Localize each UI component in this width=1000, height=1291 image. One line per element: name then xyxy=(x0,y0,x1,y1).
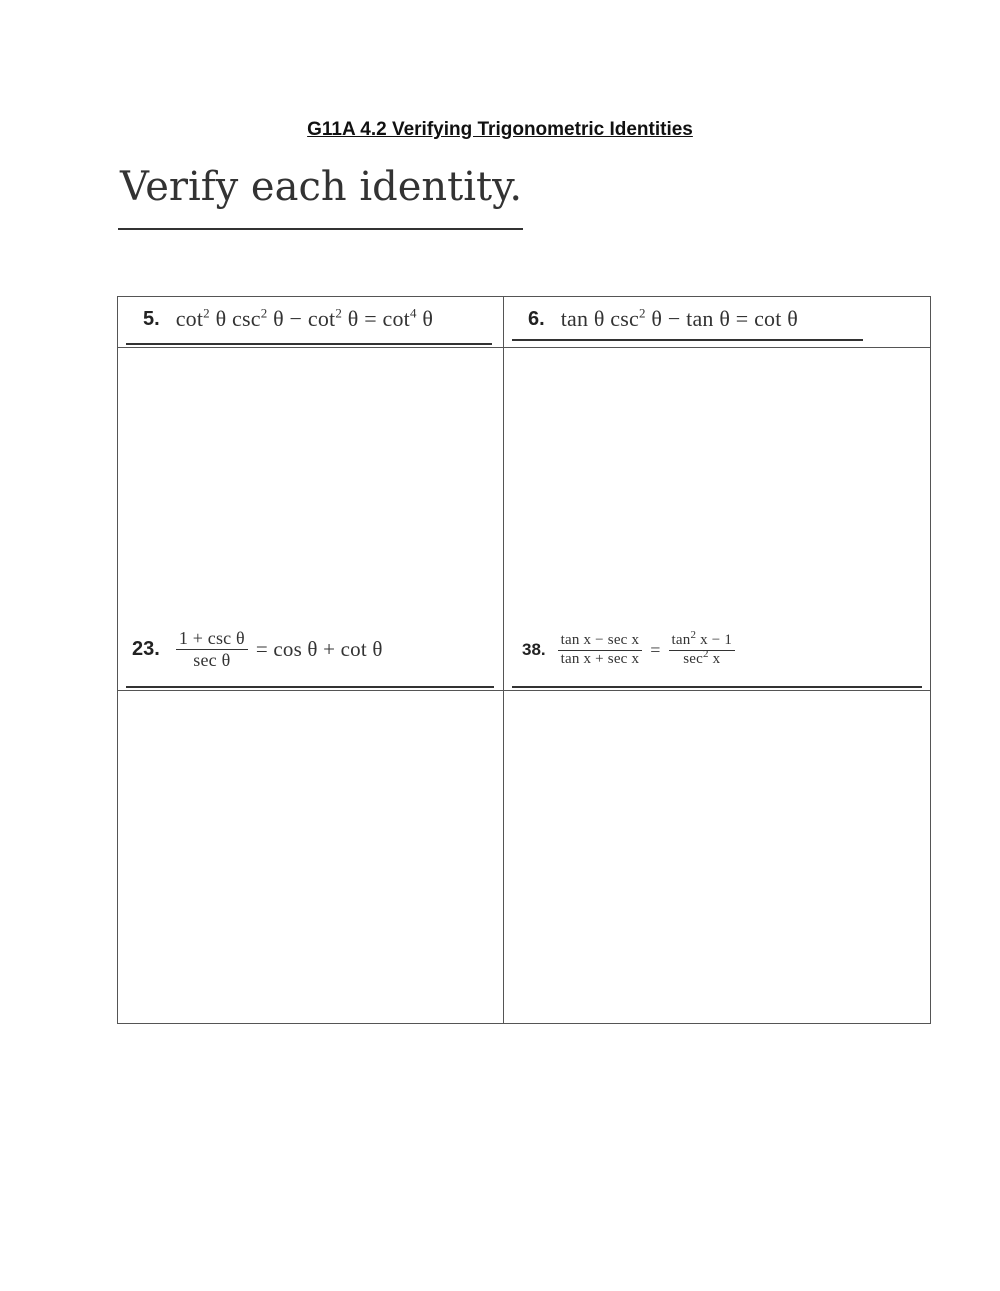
problem-number: 6. xyxy=(528,307,545,330)
problem-23 xyxy=(132,629,383,670)
identity-equation: $\cot^2 \theta$ $\csc^2 \theta - \cot^2 \theta = \cot^4 \theta$ xyxy=(175,305,434,331)
numerator: tan x − sec x xyxy=(558,633,643,651)
problem-38-underline xyxy=(512,686,922,688)
problem-6 xyxy=(528,306,798,332)
left-fraction xyxy=(558,633,643,668)
answer-area-38[interactable] xyxy=(503,690,930,1023)
problem-number: 5. xyxy=(143,307,160,330)
numerator: 1 + csc θ xyxy=(176,629,248,650)
problem-number: 23. xyxy=(132,637,160,660)
answer-area-6[interactable] xyxy=(503,347,930,625)
answer-area-5[interactable] xyxy=(118,347,502,625)
answer-area-23[interactable] xyxy=(118,690,502,1023)
equals-sign: = xyxy=(650,639,661,660)
heading-underline xyxy=(118,228,523,230)
identity-equation xyxy=(558,629,743,668)
instruction-heading: Verify each identity. xyxy=(120,164,523,210)
denominator: tan x + sec x xyxy=(560,650,640,667)
problem-6-underline xyxy=(512,339,863,341)
numerator: $\tan^2 x - 1$ xyxy=(669,633,736,651)
problem-number: 38. xyxy=(522,640,546,660)
problem-5-underline xyxy=(126,343,492,345)
fraction xyxy=(176,629,248,670)
problem-38 xyxy=(522,629,743,668)
right-hand-side: = cos θ + cot θ xyxy=(255,636,383,661)
denominator: $\sec^2 x$ xyxy=(683,647,721,667)
denominator: sec θ xyxy=(193,649,231,670)
identity-equation: tan θ $\csc^2 \theta - \tan \theta = \cot \theta$ xyxy=(560,305,798,331)
identity-equation xyxy=(176,629,383,670)
problem-5 xyxy=(143,306,433,332)
page-title: G11A 4.2 Verifying Trigonometric Identities xyxy=(307,119,693,140)
right-fraction xyxy=(669,629,736,668)
problem-23-underline xyxy=(126,686,494,688)
